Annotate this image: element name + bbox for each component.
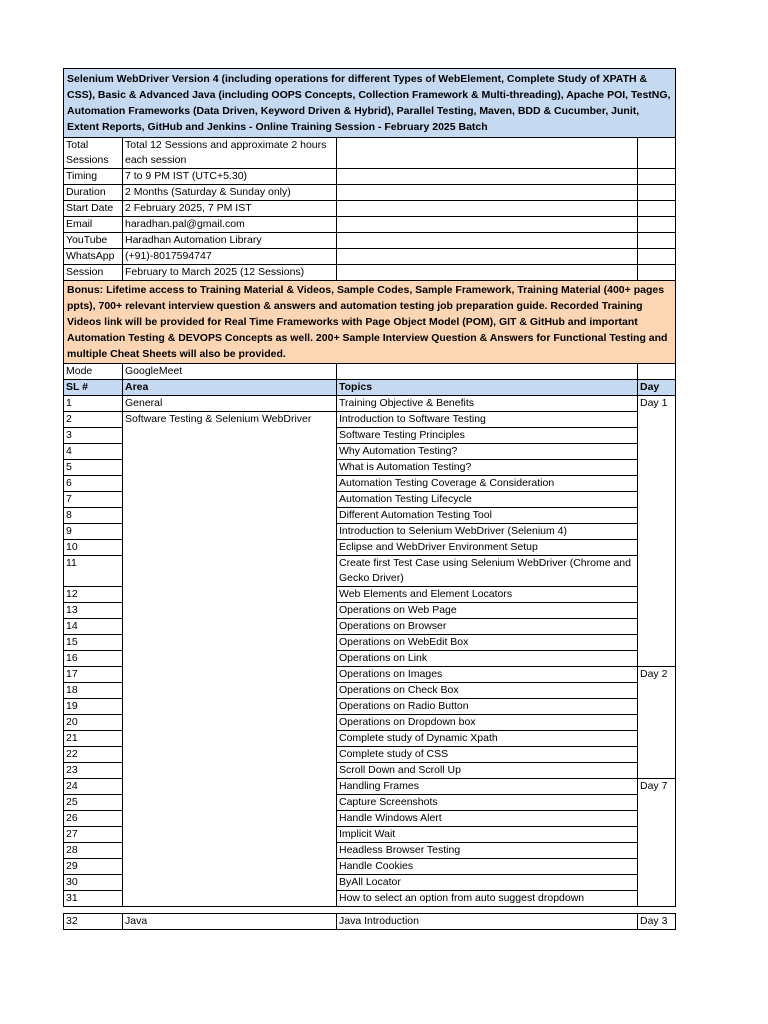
row-area: [123, 651, 337, 667]
row-area: General: [123, 396, 337, 412]
row-sl: 26: [64, 811, 123, 827]
row-day: [638, 508, 676, 524]
row-day: [638, 603, 676, 619]
mode-label: Mode: [64, 364, 123, 380]
row-day: [638, 412, 676, 428]
table-row: [64, 827, 676, 843]
table-row: [64, 683, 676, 699]
row-topic: Complete study of Dynamic Xpath: [337, 731, 638, 747]
row-area: [123, 428, 337, 444]
row-sl: 15: [64, 635, 123, 651]
row-topic: Operations on Radio Button: [337, 699, 638, 715]
row-topic: Introduction to Selenium WebDriver (Selenium 4): [337, 524, 638, 540]
row-topic: Eclipse and WebDriver Environment Setup: [337, 540, 638, 556]
bonus-note: Bonus: Lifetime access to Training Material & Videos, Sample Codes, Sample Framework, Training Material (400+ pages ppts), 700+ relevant interview question & answers and automation testing job preparation guide. Recorded Training Videos link will be provided for Real Time Frameworks with Page Object Model (POM), GIT & GitHub and important Automation Testing & DEVOPS Concepts as well. 200+ Sample Interview Question & Answers for Functional Testing and multiple Cheat Sheets will also be provided.: [64, 281, 676, 364]
row-area: [123, 731, 337, 747]
row-sl: 4: [64, 444, 123, 460]
info-value: 2 February 2025, 7 PM IST: [123, 201, 337, 217]
info-row: [64, 201, 676, 217]
row-topic: Handle Windows Alert: [337, 811, 638, 827]
info-value: 7 to 9 PM IST (UTC+5.30): [123, 169, 337, 185]
info-value: 2 Months (Saturday & Sunday only): [123, 185, 337, 201]
table-row: [64, 460, 676, 476]
row-topic: Handling Frames: [337, 779, 638, 795]
row-sl: 7: [64, 492, 123, 508]
table-row: [64, 603, 676, 619]
row-area: [123, 843, 337, 859]
row-day: [638, 875, 676, 891]
row-sl: 23: [64, 763, 123, 779]
row-area: [123, 603, 337, 619]
row-day: Day 3: [638, 914, 676, 930]
row-sl: 2: [64, 412, 123, 428]
row-area: [123, 795, 337, 811]
row-day: [638, 715, 676, 731]
info-row: [64, 249, 676, 265]
row-sl: 32: [64, 914, 123, 930]
row-day: [638, 444, 676, 460]
info-row: [64, 169, 676, 185]
row-day: [638, 540, 676, 556]
row-day: [638, 699, 676, 715]
table-row: [64, 843, 676, 859]
row-sl: 24: [64, 779, 123, 795]
row-sl: 3: [64, 428, 123, 444]
row-day: [638, 859, 676, 875]
row-sl: 14: [64, 619, 123, 635]
row-area: [123, 476, 337, 492]
row-area: [123, 619, 337, 635]
table-row: [64, 444, 676, 460]
row-area: [123, 779, 337, 795]
table-row: [64, 651, 676, 667]
row-day: [638, 795, 676, 811]
row-sl: 31: [64, 891, 123, 907]
row-topic: Introduction to Software Testing: [337, 412, 638, 428]
row-topic: Web Elements and Element Locators: [337, 587, 638, 603]
row-day: [638, 731, 676, 747]
row-sl: 27: [64, 827, 123, 843]
row-topic: Different Automation Testing Tool: [337, 508, 638, 524]
table-row: [64, 556, 676, 587]
row-day: [638, 747, 676, 763]
table-row: [64, 811, 676, 827]
mode-row: [64, 364, 676, 380]
table-row: [64, 891, 676, 907]
info-value: Total 12 Sessions and approximate 2 hours each session: [123, 138, 337, 169]
row-day: [638, 524, 676, 540]
row-sl: 1: [64, 396, 123, 412]
table-row: [64, 476, 676, 492]
row-day: [638, 683, 676, 699]
table-row: [64, 779, 676, 795]
table-row: [64, 619, 676, 635]
row-topic: Create first Test Case using Selenium WebDriver (Chrome and Gecko Driver): [337, 556, 638, 587]
spreadsheet: [63, 68, 676, 930]
row-sl: 12: [64, 587, 123, 603]
row-topic: Complete study of CSS: [337, 747, 638, 763]
row-sl: 20: [64, 715, 123, 731]
row-day: [638, 843, 676, 859]
row-area: [123, 540, 337, 556]
row-day: Day 7: [638, 779, 676, 795]
row-sl: 9: [64, 524, 123, 540]
row-sl: 17: [64, 667, 123, 683]
row-area: [123, 524, 337, 540]
row-day: [638, 763, 676, 779]
row-sl: 5: [64, 460, 123, 476]
row-area: [123, 683, 337, 699]
row-sl: 30: [64, 875, 123, 891]
table-row: [64, 508, 676, 524]
row-area: [123, 635, 337, 651]
row-day: Day 2: [638, 667, 676, 683]
row-sl: 8: [64, 508, 123, 524]
header-topics: Topics: [337, 380, 638, 396]
row-day: [638, 635, 676, 651]
row-day: Day 1: [638, 396, 676, 412]
table-row: [64, 540, 676, 556]
course-schedule-table: [63, 68, 676, 930]
table-row: [64, 747, 676, 763]
table-row: [64, 524, 676, 540]
row-area: [123, 556, 337, 587]
row-area: [123, 444, 337, 460]
row-topic: Operations on Web Page: [337, 603, 638, 619]
row-area: [123, 763, 337, 779]
row-topic: Operations on Check Box: [337, 683, 638, 699]
row-area: [123, 747, 337, 763]
row-topic: ByAll Locator: [337, 875, 638, 891]
info-label: Start Date: [64, 201, 123, 217]
row-day: [638, 891, 676, 907]
table-row: [64, 396, 676, 412]
row-topic: Software Testing Principles: [337, 428, 638, 444]
info-label: Session: [64, 265, 123, 281]
mode-value: GoogleMeet: [123, 364, 337, 380]
row-sl: 25: [64, 795, 123, 811]
info-row: [64, 233, 676, 249]
row-area: [123, 875, 337, 891]
row-topic: Handle Cookies: [337, 859, 638, 875]
row-sl: 6: [64, 476, 123, 492]
table-row: [64, 667, 676, 683]
table-row: [64, 428, 676, 444]
info-row: [64, 138, 676, 169]
row-sl: 18: [64, 683, 123, 699]
row-topic: Operations on WebEdit Box: [337, 635, 638, 651]
row-area: Java: [123, 914, 337, 930]
row-day: [638, 556, 676, 587]
row-topic: Scroll Down and Scroll Up: [337, 763, 638, 779]
row-sl: 11: [64, 556, 123, 587]
row-area: [123, 492, 337, 508]
info-value: (+91)-8017594747: [123, 249, 337, 265]
table-row: [64, 859, 676, 875]
table-row: [64, 715, 676, 731]
info-label: Total Sessions: [64, 138, 123, 169]
row-sl: 29: [64, 859, 123, 875]
row-topic: Training Objective & Benefits: [337, 396, 638, 412]
header-sl: SL #: [64, 380, 123, 396]
info-row: [64, 265, 676, 281]
row-area: [123, 667, 337, 683]
row-topic: Headless Browser Testing: [337, 843, 638, 859]
row-sl: 10: [64, 540, 123, 556]
row-area: [123, 891, 337, 907]
row-area: [123, 699, 337, 715]
row-sl: 16: [64, 651, 123, 667]
row-topic: Automation Testing Lifecycle: [337, 492, 638, 508]
row-day: [638, 811, 676, 827]
row-day: [638, 476, 676, 492]
table-row: [64, 492, 676, 508]
row-area: [123, 508, 337, 524]
email-link[interactable]: haradhan.pal@gmail.com: [123, 217, 337, 233]
row-sl: 21: [64, 731, 123, 747]
row-topic: Implicit Wait: [337, 827, 638, 843]
info-label: Timing: [64, 169, 123, 185]
row-day: [638, 428, 676, 444]
row-area: [123, 827, 337, 843]
row-topic: Operations on Images: [337, 667, 638, 683]
row-topic: Why Automation Testing?: [337, 444, 638, 460]
row-area: [123, 587, 337, 603]
table-row: [64, 914, 676, 930]
row-topic: Operations on Browser: [337, 619, 638, 635]
info-value: Haradhan Automation Library: [123, 233, 337, 249]
table-row: [64, 795, 676, 811]
table-row: [64, 635, 676, 651]
row-topic: Operations on Link: [337, 651, 638, 667]
row-sl: 22: [64, 747, 123, 763]
info-row: [64, 185, 676, 201]
row-sl: 28: [64, 843, 123, 859]
table-row: [64, 412, 676, 428]
course-title: Selenium WebDriver Version 4 (including operations for different Types of WebElement, Complete Study of XPATH & CSS), Basic & Advanced Java (including OOPS Concepts, Collection Framework & Multi-threading), Apache POI, TestNG, Automation Frameworks (Data Driven, Keyword Driven & Hybrid), Parallel Testing, Maven, BDD & Cucumber, Junit, Extent Reports, GitHub and Jenkins - Online Training Session - February 2025 Batch: [64, 69, 676, 138]
row-day: [638, 619, 676, 635]
info-label: YouTube: [64, 233, 123, 249]
row-day: [638, 460, 676, 476]
table-row: [64, 875, 676, 891]
row-day: [638, 827, 676, 843]
row-topic: How to select an option from auto suggest dropdown: [337, 891, 638, 907]
row-topic: Operations on Dropdown box: [337, 715, 638, 731]
table-row: [64, 731, 676, 747]
row-day: [638, 492, 676, 508]
row-sl: 19: [64, 699, 123, 715]
row-area: [123, 859, 337, 875]
header-day: Day: [638, 380, 676, 396]
info-row: [64, 217, 676, 233]
row-day: [638, 587, 676, 603]
row-sl: 13: [64, 603, 123, 619]
info-label: WhatsApp: [64, 249, 123, 265]
info-label: Duration: [64, 185, 123, 201]
row-area: [123, 811, 337, 827]
table-row: [64, 763, 676, 779]
info-value: February to March 2025 (12 Sessions): [123, 265, 337, 281]
row-topic: Automation Testing Coverage & Consideration: [337, 476, 638, 492]
header-area: Area: [123, 380, 337, 396]
table-row: [64, 699, 676, 715]
row-area: Software Testing & Selenium WebDriver: [123, 412, 337, 428]
row-day: [638, 651, 676, 667]
table-row: [64, 587, 676, 603]
info-label: Email: [64, 217, 123, 233]
row-area: [123, 460, 337, 476]
row-topic: Java Introduction: [337, 914, 638, 930]
row-topic: What is Automation Testing?: [337, 460, 638, 476]
row-topic: Capture Screenshots: [337, 795, 638, 811]
header-row: [64, 380, 676, 396]
row-area: [123, 715, 337, 731]
